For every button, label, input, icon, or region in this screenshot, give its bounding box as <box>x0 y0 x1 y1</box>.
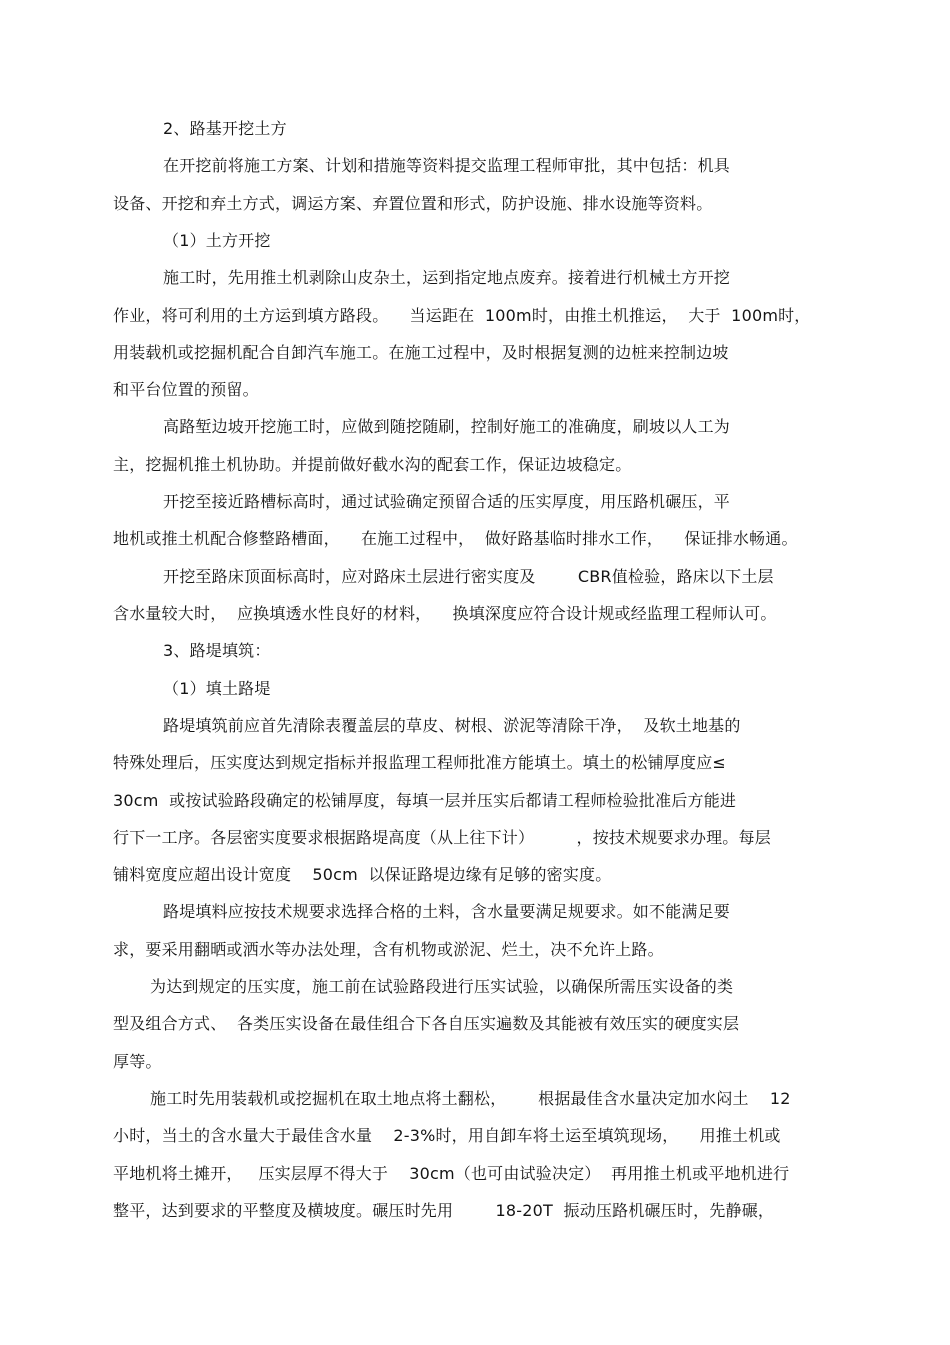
paragraph-line: 作业，将可利用的土方运到填方路段。 当运距在 100m时，由推土机推运， 大于 100m时， <box>113 306 811 325</box>
section-heading: 2、路基开挖土方 <box>163 119 287 138</box>
paragraph-line: 主，挖掘机推土机协助。并提前做好截水沟的配套工作，保证边坡稳定。 <box>113 455 632 474</box>
paragraph-line: 30cm 或按试验路段确定的松铺厚度，每填一层并压实后都请工程师检验批准后方能进 <box>113 791 737 810</box>
paragraph-line: 求，要采用翻晒或洒水等办法处理，含有机物或淤泥、烂土，决不允许上路。 <box>113 940 664 959</box>
paragraph-line: 施工时，先用推土机剥除山皮杂土，运到指定地点废弃。接着进行机械土方开挖 <box>163 268 731 287</box>
paragraph-line: 整平，达到要求的平整度及横坡度。碾压时先用 18-20T 振动压路机碾压时，先静碾， <box>113 1201 775 1220</box>
paragraph-line: 小时，当土的含水量大于最佳含水量 2-3%时，用自卸车将土运至填筑现场， 用推土机或 <box>113 1126 781 1145</box>
paragraph-line: 地机或推土机配合修整路槽面， 在施工过程中， 做好路基临时排水工作， 保证排水畅通。 <box>113 529 798 548</box>
paragraph-line: 为达到规定的压实度，施工前在试验路段进行压实试验，以确保所需压实设备的类 <box>150 977 734 996</box>
paragraph-line: 高路堑边坡开挖施工时，应做到随挖随刷，控制好施工的准确度，刷坡以人工为 <box>163 417 731 436</box>
subsection-heading: （1）土方开挖 <box>163 231 271 250</box>
paragraph-line: 厚等。 <box>113 1052 162 1071</box>
paragraph-line: 型及组合方式、 各类压实设备在最佳组合下各自压实遍数及其能被有效压实的硬度实层 <box>113 1014 740 1033</box>
paragraph-line: 开挖至路床顶面标高时，应对路床土层进行密实度及 CBR值检验，路床以下土层 <box>163 567 774 586</box>
paragraph-line: 用装载机或挖掘机配合自卸汽车施工。在施工过程中，及时根据复测的边桩来控制边坡 <box>113 343 729 362</box>
paragraph-line: 行下一工序。各层密实度要求根据路堤高度（从上往下计） ，按技术规要求办理。每层 <box>113 828 771 847</box>
section-heading: 3、路堤填筑： <box>163 641 271 660</box>
paragraph-line: 开挖至接近路槽标高时，通过试验确定预留合适的压实厚度，用压路机碾压，平 <box>163 492 731 511</box>
paragraph-line: 路堤填料应按技术规要求选择合格的土料，含水量要满足规要求。如不能满足要 <box>163 902 731 921</box>
paragraph-line: 在开挖前将施工方案、计划和措施等资料提交监理工程师审批，其中包括：机具 <box>163 156 731 175</box>
paragraph-line: 路堤填筑前应首先清除表覆盖层的草皮、树根、淤泥等清除干净， 及软土地基的 <box>163 716 741 735</box>
paragraph-line: 含水量较大时， 应换填透水性良好的材料， 换填深度应符合设计规或经监理工程师认可。 <box>113 604 777 623</box>
paragraph-line: 和平台位置的预留。 <box>113 380 259 399</box>
paragraph-line: 铺料宽度应超出设计宽度 50cm 以保证路堤边缘有足够的密实度。 <box>113 865 612 884</box>
paragraph-line: 特殊处理后，压实度达到规定指标并报监理工程师批准方能填土。填土的松铺厚度应≤ <box>113 753 727 772</box>
paragraph-line: 设备、开挖和弃土方式，调运方案、弃置位置和形式，防护设施、排水设施等资料。 <box>113 194 713 213</box>
subsection-heading: （1）填土路堤 <box>163 679 271 698</box>
paragraph-line: 施工时先用装载机或挖掘机在取土地点将土翻松， 根据最佳含水量决定加水闷土 12 <box>150 1089 791 1108</box>
paragraph-line: 平地机将土摊开， 压实层厚不得大于 30cm（也可由试验决定） 再用推土机或平地机进行 <box>113 1164 790 1183</box>
